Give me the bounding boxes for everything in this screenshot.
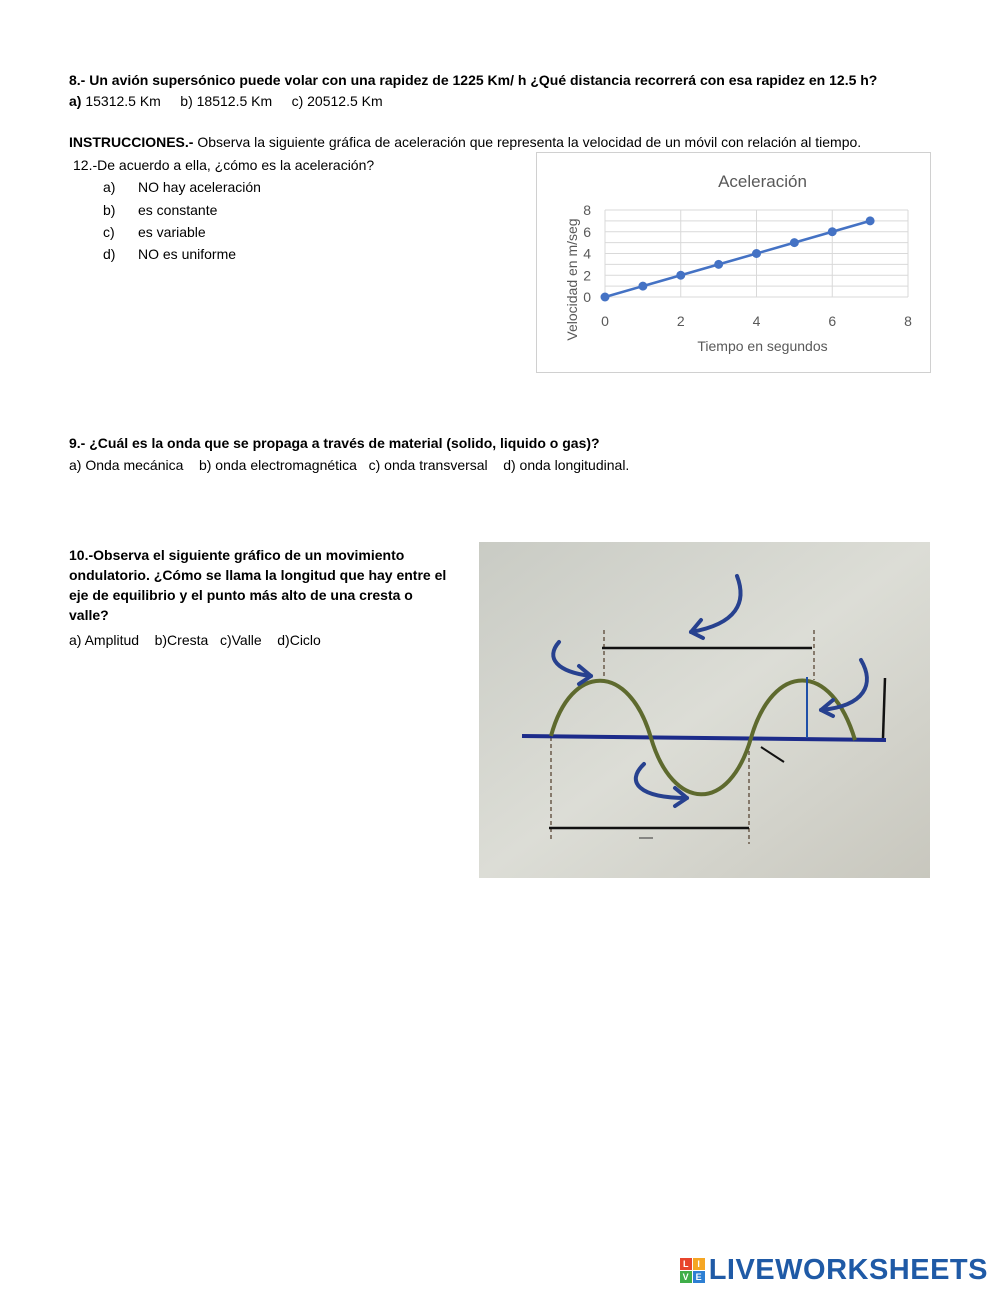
q12-option-d-letter: d) (103, 246, 116, 262)
q8-option-a[interactable]: 15312.5 Km (85, 93, 161, 109)
chart-y-tick-label: 4 (583, 245, 591, 262)
q12-option-c-letter: c) (103, 224, 115, 240)
q8-options (69, 91, 769, 111)
chart-x-tick-label: 4 (752, 313, 761, 329)
chart-title: Aceleración (718, 172, 807, 191)
q8-option-a-label: a) (69, 93, 82, 109)
q12-option-a-letter: a) (103, 179, 116, 195)
q12-option-a[interactable] (103, 177, 261, 197)
q10-question (69, 545, 469, 625)
chart-x-tick-label: 0 (601, 313, 609, 329)
logo-text: LIVEWORKSHEETS (708, 1254, 988, 1286)
q12-option-d-text: NO es uniforme (138, 246, 237, 262)
chart-y-tick-label: 0 (583, 289, 591, 305)
chart-data-point (866, 216, 875, 225)
q9-options[interactable]: a) Onda mecánica b) onda electromagnética c) onda transversal d) onda longitudinal. (69, 457, 630, 473)
q10-question-line: 10.-Observa el siguiente gráfico de un movimiento (69, 547, 405, 563)
q10-question-line: valle? (69, 607, 109, 623)
chart-y-tick-label: 2 (583, 267, 591, 284)
instructions (69, 132, 969, 152)
q12-option-b-letter: b) (103, 202, 116, 218)
chart-data-point (638, 282, 647, 291)
chart-x-tick-label: 6 (828, 313, 837, 329)
q10-question-line: eje de equilibrio y el punto más alto de una cresta o (69, 587, 413, 603)
wave-diagram (479, 542, 930, 878)
chart-x-axis-label: Tiempo en segundos (697, 338, 828, 354)
chart-data-point (790, 238, 799, 247)
chart-data-point (676, 271, 685, 280)
chart-y-tick-label: 6 (583, 223, 591, 240)
logo-cube: E (693, 1271, 705, 1283)
q10-options[interactable]: a) Amplitud b)Cresta c)Valle d)Ciclo (69, 632, 321, 648)
q12-option-c[interactable] (103, 222, 206, 242)
chart-y-axis-label: Velocidad en m/seg (564, 218, 580, 341)
instructions-label: INSTRUCCIONES.- (69, 134, 194, 150)
instructions-text: Observa la siguiente gráfica de aceleración que representa la velocidad de un móvil con relación al tiempo. (197, 134, 862, 150)
wave-photo (479, 542, 930, 878)
q8-option-c[interactable]: c) 20512.5 Km (291, 93, 383, 109)
q12-option-c-text: es variable (138, 224, 206, 240)
q12-option-b[interactable] (103, 200, 217, 220)
acceleration-chart-svg (537, 153, 930, 372)
q8-question: 8.- Un avión supersónico puede volar con una rapidez de 1225 Km/ h ¿Qué distancia recorrerá con esa rapidez en 12.5 h? (69, 72, 878, 88)
q12-option-d[interactable] (103, 244, 236, 264)
logo-cube: V (680, 1271, 692, 1283)
chart-data-point (752, 249, 761, 258)
chart-x-tick-label: 2 (676, 313, 685, 329)
chart-data-point (601, 293, 610, 302)
chart-x-tick-label: 8 (904, 313, 912, 329)
logo-cubes-icon (680, 1258, 705, 1283)
q9-question: 9.- ¿Cuál es la onda que se propaga a través de material (solido, liquido o gas)? (69, 435, 600, 451)
q12-option-a-text: NO hay aceleración (138, 179, 261, 195)
logo-cube: L (680, 1258, 692, 1270)
q8-option-b[interactable]: b) 18512.5 Km (180, 93, 273, 109)
acceleration-chart (536, 152, 931, 373)
chart-y-tick-label: 8 (583, 202, 591, 218)
logo-cube: I (693, 1258, 705, 1270)
q12-question: 12.-De acuerdo a ella, ¿cómo es la aceleración? (73, 157, 375, 173)
q12-option-b-text: es constante (138, 202, 218, 218)
q10-question-line: ondulatorio. ¿Cómo se llama la longitud que hay entre el (69, 567, 447, 583)
liveworksheets-logo (680, 1252, 988, 1288)
chart-data-point (828, 227, 837, 236)
chart-data-point (714, 260, 723, 269)
